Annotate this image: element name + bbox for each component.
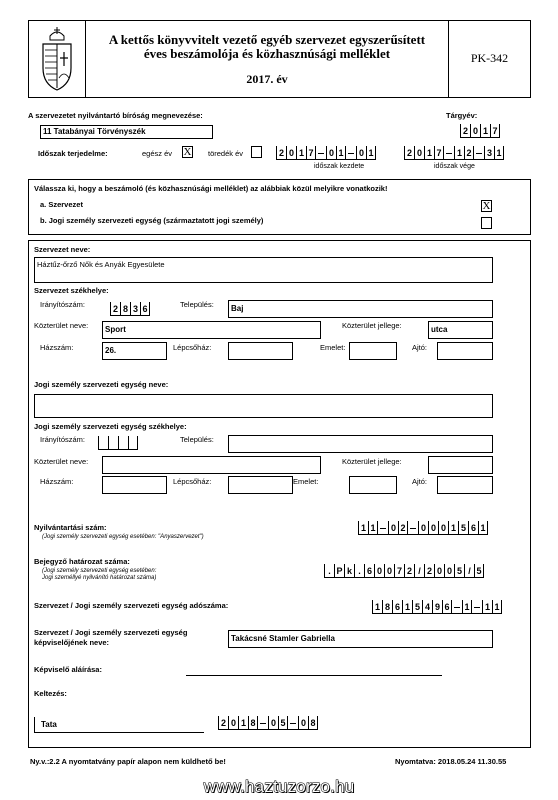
org-house-label: Házszám:	[40, 343, 74, 352]
period-end-caption: időszak vége	[434, 163, 475, 170]
digit-cell: 1	[368, 521, 378, 535]
coat-of-arms-icon	[36, 26, 78, 92]
unit-door-label: Ajtó:	[412, 477, 428, 486]
decision-note-2: Jogi személlyé nyilvánító határozat száma)	[42, 575, 157, 581]
unit-seat-label: Jogi személy szervezeti egység székhelye:	[34, 422, 187, 431]
digit-separator	[408, 521, 418, 535]
digit-cell: 1	[296, 146, 306, 160]
digit-separator	[474, 146, 484, 160]
digit-cell: /	[414, 564, 424, 578]
digit-cell: 6	[468, 521, 478, 535]
org-name-field[interactable]: Háztűz-őrző Nők és Anyák Egyesülete	[34, 257, 493, 283]
digit-cell: 0	[438, 521, 448, 535]
full-year-checkbox[interactable]: X	[183, 146, 192, 158]
org-stair-label: Lépcsőház:	[173, 343, 212, 352]
digit-cell: /	[464, 564, 474, 578]
org-street-label: Közterület neve:	[34, 321, 89, 330]
tax-number-label: Szervezet / Jogi személy szervezeti egység adószáma:	[34, 601, 229, 610]
digit-cell: .	[324, 564, 334, 578]
digit-cell: 3	[130, 302, 140, 316]
org-street-type-field[interactable]: utca	[428, 321, 493, 339]
digit-cell: 5	[412, 600, 422, 614]
digit-cell: 6	[364, 564, 374, 578]
digit-cell: 2	[218, 716, 228, 730]
digit-cell: 5	[278, 716, 288, 730]
digit-cell: 2	[464, 146, 474, 160]
reg-number-note: (Jogi személy szervezeti egység esetében: "Anyaszervezet")	[42, 534, 204, 540]
period-start-caption: időszak kezdete	[314, 163, 365, 170]
unit-name-field[interactable]	[34, 394, 493, 418]
digit-separator	[444, 146, 454, 160]
unit-floor-field[interactable]	[349, 476, 397, 494]
digit-cell: 6	[392, 600, 402, 614]
partial-year-label: töredék év	[208, 149, 244, 158]
org-zip-digits[interactable]	[110, 302, 150, 316]
date-label: Keltezés:	[34, 689, 67, 698]
unit-street-label: Közterület neve:	[34, 457, 89, 466]
watermark-url: www.haztuzorzo.hu	[203, 777, 355, 796]
digit-cell: 1	[424, 146, 434, 160]
digit-cell: 0	[428, 521, 438, 535]
period-label: Időszak terjedelme:	[38, 149, 108, 158]
digit-separator	[316, 146, 326, 160]
digit-separator	[378, 521, 388, 535]
digit-cell: 1	[402, 600, 412, 614]
digit-cell: 0	[414, 146, 424, 160]
digit-separator	[346, 146, 356, 160]
digit-cell: 7	[306, 146, 316, 160]
unit-street-type-field[interactable]	[428, 456, 493, 474]
form-year: 2017. év	[246, 72, 288, 86]
digit-cell: 3	[484, 146, 494, 160]
digit-cell: 6	[442, 600, 452, 614]
unit-stair-field[interactable]	[228, 476, 293, 494]
digit-cell: 0	[326, 146, 336, 160]
choice-question: Válassza ki, hogy a beszámoló (és közhasznúsági melléklet) az alábbiak közül melyikre vonatkozik!	[34, 184, 388, 193]
digit-cell: 8	[120, 302, 130, 316]
digit-cell: 0	[228, 716, 238, 730]
digit-cell: 0	[268, 716, 278, 730]
org-door-label: Ajtó:	[412, 343, 428, 352]
option-a-label: a. Szervezet	[40, 200, 83, 209]
digit-cell: 1	[492, 600, 502, 614]
org-floor-field[interactable]	[349, 342, 397, 360]
unit-stair-label: Lépcsőház:	[173, 477, 212, 486]
court-field[interactable]: 11 Tatabányai Törvényszék	[40, 125, 213, 139]
digit-cell: 0	[298, 716, 308, 730]
rep-name-field[interactable]: Takácsné Stamler Gabriella	[228, 630, 493, 648]
digit-separator	[258, 716, 268, 730]
unit-city-label: Település:	[180, 435, 214, 444]
org-city-field[interactable]: Baj	[228, 300, 493, 318]
unit-name-label: Jogi személy szervezeti egység neve:	[34, 380, 169, 389]
digit-cell: 7	[434, 146, 444, 160]
org-seat-label: Szervezet székhelye:	[34, 286, 109, 295]
reg-number-digits[interactable]	[358, 521, 488, 535]
digit-cell: 0	[388, 521, 398, 535]
unit-zip-label: Irányítószám:	[40, 435, 86, 444]
digit-cell: 0	[470, 124, 480, 138]
org-street-type-label: Közterület jellege:	[342, 321, 402, 330]
form-title-line1: A kettős könyvvitelt vezető egyéb szervezet egyszerűsített	[108, 32, 426, 47]
digit-cell: 0	[444, 564, 454, 578]
digit-cell: 1	[238, 716, 248, 730]
digit-cell: 0	[434, 564, 444, 578]
tax-number-digits[interactable]	[372, 600, 502, 614]
digit-cell: 6	[140, 302, 150, 316]
option-a-checkbox[interactable]: X	[482, 200, 491, 212]
digit-separator	[472, 600, 482, 614]
digit-cell: 1	[358, 521, 368, 535]
footer-note: Ny.v.:2.2 A nyomtatvány papír alapon nem küldhető be!	[30, 757, 226, 766]
digit-cell	[98, 436, 108, 450]
digit-cell: 8	[248, 716, 258, 730]
digit-cell: 2	[404, 146, 414, 160]
form-code: PK-342	[470, 51, 509, 65]
signature-label: Képviselő aláírása:	[34, 665, 102, 674]
digit-cell: 2	[424, 564, 434, 578]
digit-cell: 1	[372, 600, 382, 614]
digit-cell: k	[344, 564, 354, 578]
digit-cell: 1	[462, 600, 472, 614]
digit-cell: 0	[356, 146, 366, 160]
targyev-digits[interactable]	[460, 124, 500, 138]
digit-separator	[452, 600, 462, 614]
period-end[interactable]	[404, 146, 504, 160]
org-house-field[interactable]: 26.	[102, 342, 167, 360]
digit-cell: 1	[454, 146, 464, 160]
org-floor-label: Emelet:	[320, 343, 346, 352]
decision-label: Bejegyző határozat száma:	[34, 557, 130, 566]
rep-label-2: képviselőjének neve:	[34, 638, 110, 647]
org-name-label: Szervezet neve:	[34, 245, 91, 254]
digit-cell: P	[334, 564, 344, 578]
digit-cell: 7	[490, 124, 500, 138]
partial-year-checkbox[interactable]	[251, 146, 262, 158]
unit-street-field[interactable]	[102, 456, 321, 474]
full-year-label: egész év	[142, 149, 173, 158]
unit-street-type-label: Közterület jellege:	[342, 457, 402, 466]
digit-cell: 5	[458, 521, 468, 535]
digit-cell: 0	[384, 564, 394, 578]
digit-cell: 2	[398, 521, 408, 535]
org-city-label: Település:	[180, 300, 214, 309]
digit-cell: 1	[448, 521, 458, 535]
digit-cell: .	[354, 564, 364, 578]
targyev-label: Tárgyév:	[446, 111, 478, 120]
digit-cell: 2	[460, 124, 470, 138]
digit-cell: 7	[394, 564, 404, 578]
digit-cell: 0	[286, 146, 296, 160]
decision-digits[interactable]	[324, 564, 484, 578]
digit-cell: 8	[308, 716, 318, 730]
unit-house-label: Házszám:	[40, 477, 74, 486]
digit-cell	[118, 436, 128, 450]
signature-line[interactable]	[186, 675, 442, 676]
digit-cell	[108, 436, 118, 450]
digit-cell: 1	[494, 146, 504, 160]
digit-cell: 1	[480, 124, 490, 138]
unit-house-field[interactable]	[102, 476, 167, 494]
digit-cell: 2	[404, 564, 414, 578]
digit-cell	[128, 436, 138, 450]
court-label: A szervezetet nyilvántartó bíróság megnevezése:	[28, 111, 203, 120]
option-b-checkbox[interactable]	[481, 217, 492, 229]
digit-separator	[288, 716, 298, 730]
date-digits[interactable]	[218, 716, 318, 730]
org-zip-label: Irányítószám:	[40, 300, 86, 309]
option-b-label: b. Jogi személy szervezeti egység (származtatott jogi személy)	[40, 216, 264, 225]
print-timestamp: Nyomtatva: 2018.05.24 11.30.55	[395, 757, 507, 766]
org-door-field[interactable]	[437, 342, 493, 360]
digit-cell: 0	[418, 521, 428, 535]
digit-cell: 9	[432, 600, 442, 614]
digit-cell: 8	[382, 600, 392, 614]
form-title-line2: éves beszámolója és közhasznúsági melléklet	[143, 46, 391, 61]
digit-cell: 1	[366, 146, 376, 160]
rep-label-1: Szervezet / Jogi személy szervezeti egység	[34, 628, 188, 637]
org-street-field[interactable]: Sport	[102, 321, 321, 339]
digit-cell: 1	[478, 521, 488, 535]
unit-zip-digits[interactable]	[98, 436, 138, 450]
period-start[interactable]	[276, 146, 376, 160]
digit-cell: 1	[336, 146, 346, 160]
org-stair-field[interactable]	[228, 342, 293, 360]
digit-cell: 2	[110, 302, 120, 316]
digit-cell: 1	[482, 600, 492, 614]
unit-city-field[interactable]	[228, 435, 493, 453]
digit-cell: 0	[374, 564, 384, 578]
unit-floor-label: Emelet:	[293, 477, 319, 486]
reg-number-label: Nyilvántartási szám:	[34, 523, 107, 532]
digit-cell: 2	[276, 146, 286, 160]
digit-cell: 4	[422, 600, 432, 614]
digit-cell: 5	[454, 564, 464, 578]
decision-note-1: (Jogi személy szervezeti egység esetében:	[42, 568, 157, 574]
place-field[interactable]: Tata	[34, 717, 204, 733]
digit-cell: 5	[474, 564, 484, 578]
unit-door-field[interactable]	[437, 476, 493, 494]
